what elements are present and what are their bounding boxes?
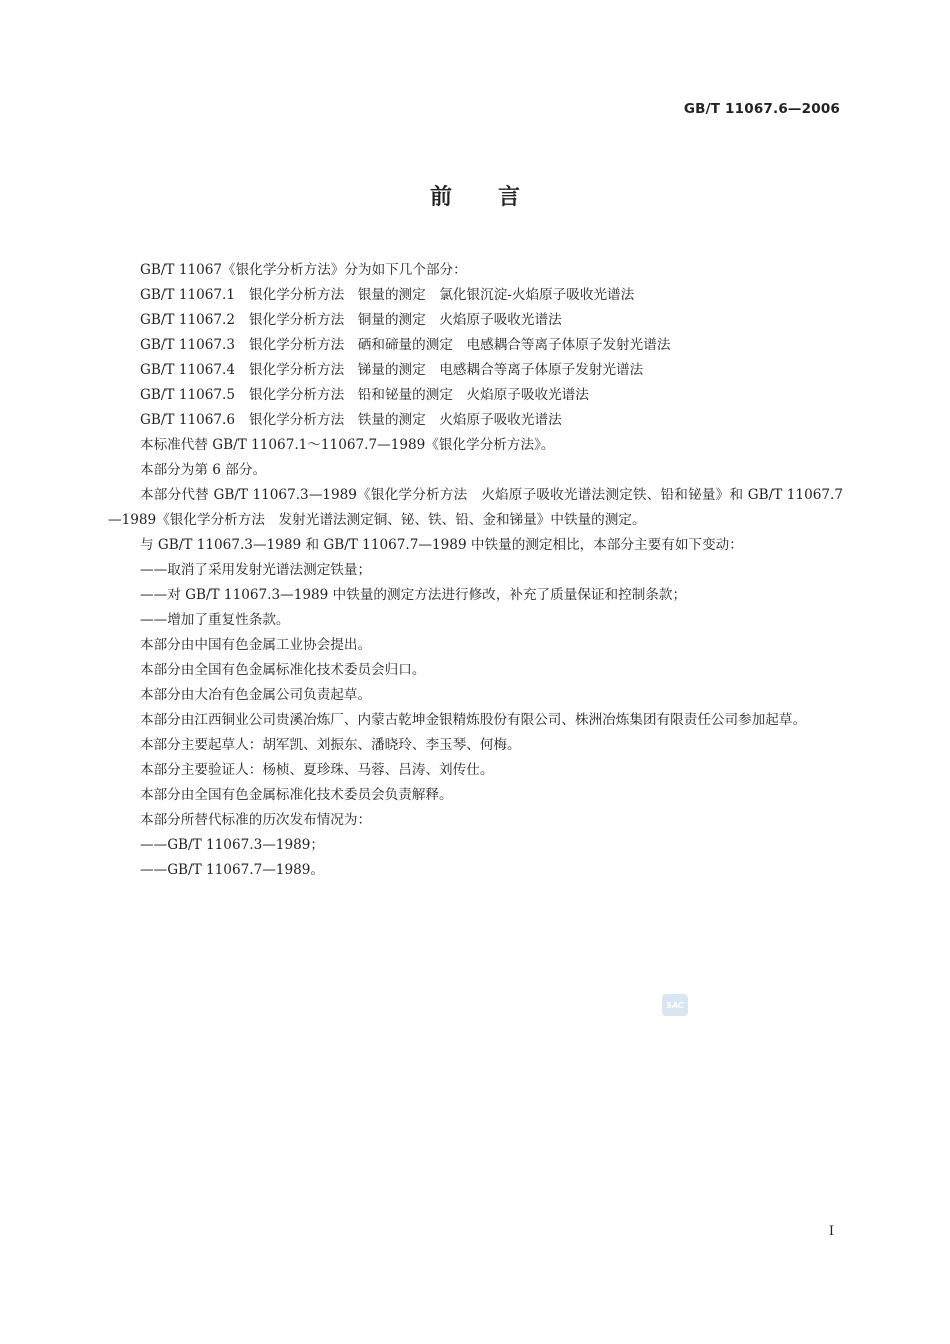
paragraph-part-number: 本部分为第 6 部分。 bbox=[140, 462, 267, 478]
part-code: GB/T 11067.1 bbox=[140, 287, 236, 303]
part-code: GB/T 11067.4 bbox=[140, 362, 236, 378]
paragraph-managed-by: 本部分由全国有色金属标准化技术委员会归口。 bbox=[140, 662, 426, 678]
paragraph-parts-intro: GB/T 11067《银化学分析方法》分为如下几个部分： bbox=[140, 262, 467, 278]
part-title: 银化学分析方法 锑量的测定 电感耦合等离子体原子发射光谱法 bbox=[249, 362, 644, 378]
paragraph-main-drafters: 本部分主要起草人：胡军凯、刘振东、潘晓玲、李玉琴、何梅。 bbox=[140, 737, 521, 753]
standard-code-header: GB/T 11067.6—2006 bbox=[683, 101, 840, 117]
part-title: 银化学分析方法 铁量的测定 火焰原子吸收光谱法 bbox=[249, 412, 562, 428]
list-item-part-3 bbox=[108, 333, 843, 358]
page-title: 前言 bbox=[429, 185, 566, 210]
sac-watermark-logo: SAC bbox=[662, 994, 688, 1016]
part-title: 银化学分析方法 铅和铋量的测定 火焰原子吸收光谱法 bbox=[249, 387, 589, 403]
paragraph-participants: 本部分由江西铜业公司贵溪冶炼厂、内蒙古乾坤金银精炼股份有限公司、株洲冶炼集团有限责任公司参加起草。 bbox=[140, 712, 807, 728]
list-item-change-2: ——对 GB/T 11067.3—1989 中铁量的测定方法进行修改，补充了质量保证和控制条款； bbox=[140, 587, 687, 603]
list-item-part-2 bbox=[108, 308, 843, 333]
list-item-change-1: ——取消了采用发射光谱法测定铁量； bbox=[140, 562, 372, 578]
part-code: GB/T 11067.2 bbox=[140, 312, 236, 328]
list-item-part-4 bbox=[108, 358, 843, 383]
foreword-body bbox=[108, 258, 843, 883]
part-title: 银化学分析方法 铜量的测定 火焰原子吸收光谱法 bbox=[249, 312, 562, 328]
paragraph-interpretation: 本部分由全国有色金属标准化技术委员会负责解释。 bbox=[140, 787, 453, 803]
part-title: 银化学分析方法 银量的测定 氯化银沉淀-火焰原子吸收光谱法 bbox=[249, 287, 635, 303]
paragraph-changes-intro: 与 GB/T 11067.3—1989 和 GB/T 11067.7—1989 中铁量的测定相比，本部分主要有如下变动： bbox=[140, 537, 743, 553]
paragraph-replaces-detail: 本部分代替 GB/T 11067.3—1989《银化学分析方法 火焰原子吸收光谱法测定铁、铅和铋量》和 GB/T 11067.7—1989《银化学分析方法 发射光谱法测定铜、铋、铁、铅、金和锑量》中铁量的测定。 bbox=[108, 487, 843, 528]
list-item-part-6 bbox=[108, 408, 843, 433]
paragraph-replaces: 本标准代替 GB/T 11067.1～11067.7—1989《银化学分析方法》。 bbox=[140, 437, 555, 453]
paragraph-proposed-by: 本部分由中国有色金属工业协会提出。 bbox=[140, 637, 372, 653]
paragraph-drafted-by: 本部分由大冶有色金属公司负责起草。 bbox=[140, 687, 372, 703]
list-item-part-5 bbox=[108, 383, 843, 408]
part-code: GB/T 11067.5 bbox=[140, 387, 236, 403]
part-code: GB/T 11067.3 bbox=[140, 337, 236, 353]
part-title: 银化学分析方法 硒和碲量的测定 电感耦合等离子体原子发射光谱法 bbox=[249, 337, 671, 353]
paragraph-main-verifiers: 本部分主要验证人：杨桢、夏珍珠、马蓉、吕涛、刘传仕。 bbox=[140, 762, 494, 778]
page-number: I bbox=[828, 1224, 834, 1239]
list-item-part-1 bbox=[108, 283, 843, 308]
list-item-change-3: ——增加了重复性条款。 bbox=[140, 612, 290, 628]
part-code: GB/T 11067.6 bbox=[140, 412, 236, 428]
list-item-history-1: ——GB/T 11067.3—1989； bbox=[140, 837, 325, 853]
paragraph-history-intro: 本部分所替代标准的历次发布情况为： bbox=[140, 812, 372, 828]
list-item-history-2: ——GB/T 11067.7—1989。 bbox=[140, 862, 325, 878]
